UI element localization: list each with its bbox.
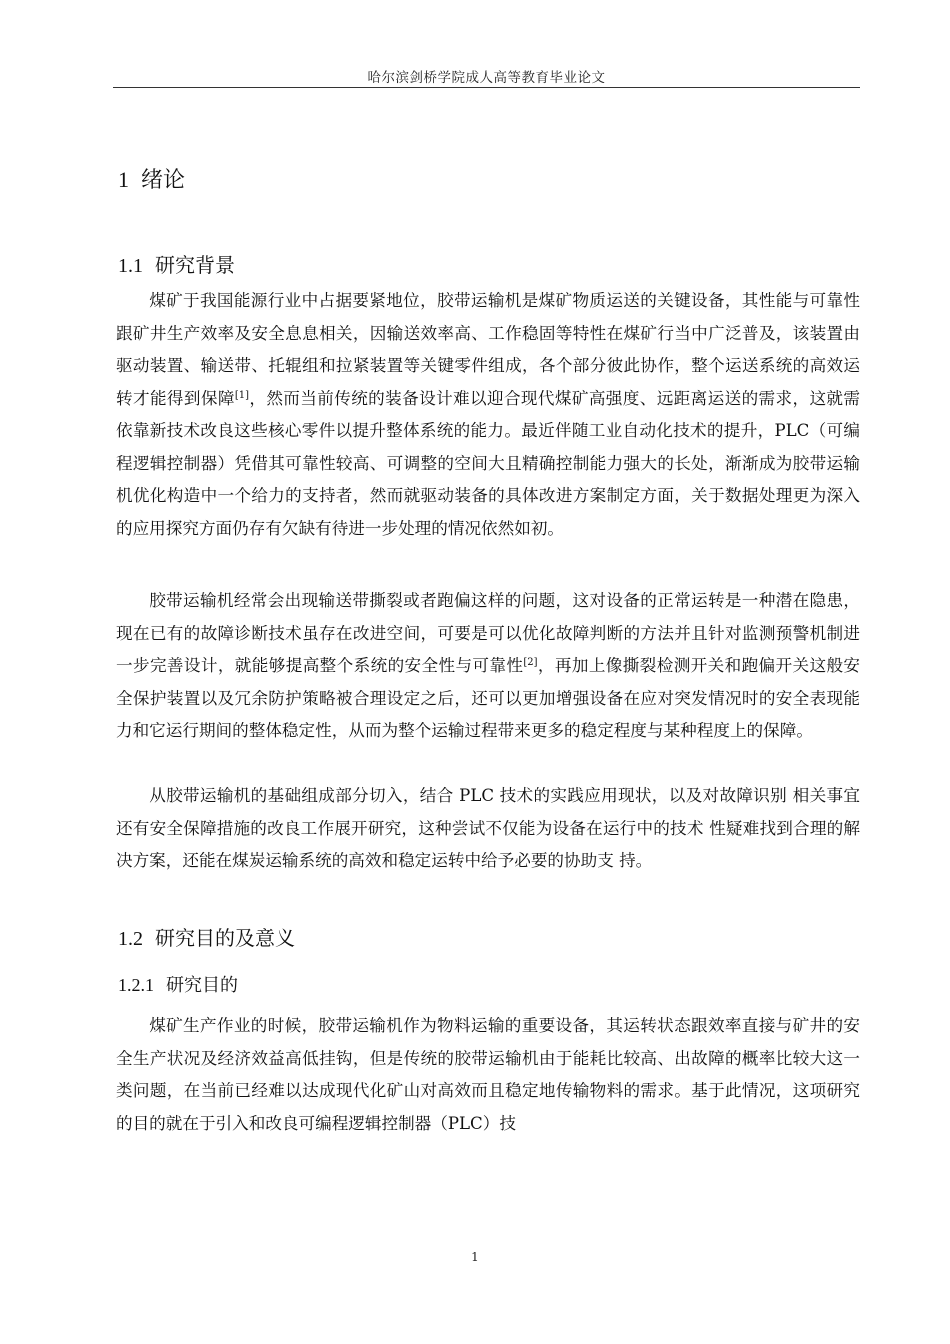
running-header: 哈尔滨剑桥学院成人高等教育毕业论文 bbox=[367, 70, 606, 86]
citation-ref-2: [2] bbox=[523, 657, 538, 668]
paragraph-text: ，再加上像撕裂检测开关和跑偏开关这般安全保护装置以及冗余防护策略被合理设定之后，还可以更加增强设备在应对突发情况时的安全表现能力和它运行期间的整体稳定性，从而为整个运输过程带来更多的稳定程度与某种程度上的保障。 bbox=[116, 656, 861, 740]
paragraph-purpose-1: 煤矿生产作业的时候，胶带运输机作为物料运输的重要设备，其运转状态跟效率直接与矿井的安全生产状况及经济效益高低挂钩，但是传统的胶带运输机由于能耗比较高、出故障的概率比较大这一类问题，在当前已经难以达成现代化矿山对高效而且稳定地传输物料的需求。基于此情况，这项研究的目的就在于引入和改良可编程逻辑控制器（PLC）技 bbox=[116, 1016, 860, 1133]
header-rule bbox=[113, 87, 860, 88]
paragraph-background-1 bbox=[116, 285, 860, 545]
paragraph-text: 胶带运输机经常会出现输送带撕裂或者跑偏这样的问题，这对设备的正常运转是一种潜在隐患，现在已有的故障诊断技术虽存在改进空间，可要是可以优化故障判断的方法并且针对监测预警机制进一步完善设计，就能够提高整个系统的安全性与可靠性 bbox=[116, 591, 860, 675]
chapter-heading bbox=[118, 163, 185, 194]
page-number: 1 bbox=[471, 1250, 479, 1264]
section-title: 研究目的及意义 bbox=[155, 926, 295, 950]
section-number: 1.2 bbox=[118, 928, 143, 950]
section-heading-1-2 bbox=[118, 922, 295, 951]
section-number: 1.1 bbox=[118, 255, 143, 277]
subsection-number: 1.2.1 bbox=[118, 975, 154, 995]
section-title: 研究背景 bbox=[155, 253, 235, 277]
paragraph-text: ，然而当前传统的装备设计难以迎合现代煤矿高强度、远距离运送的需求，这就需依靠新技术改良这些核心零件以提升整体系统的能力。最近伴随工业自动化技术的提升，PLC（可编程逻辑控制器）凭借其可靠性较高、可调整的空间大且精确控制能力强大的长处，渐渐成为胶带运输机优化构造中一个给力的支持者，然而就驱动装备的具体改进方案制定方面，关于数据处理更为深入的应用探究方面仍存有欠缺有待进一步处理的情况依然如初。 bbox=[116, 388, 861, 538]
paragraph-text: 煤矿于我国能源行业中占据要紧地位，胶带运输机是煤矿物质运送的关键设备，其性能与可靠性跟矿井生产效率及安全息息相关，因输送效率高、工作稳固等特性在煤矿行当中广泛普及，该装置由驱动装置、输送带、托辊组和拉紧装置等关键零件组成，各个部分彼此协作，整个运送系统的高效运转才能得到保障 bbox=[116, 291, 860, 408]
paragraph-background-2 bbox=[116, 585, 860, 748]
citation-ref-1: [1] bbox=[234, 389, 249, 401]
chapter-title: 绪论 bbox=[141, 168, 186, 193]
section-heading-1-1 bbox=[118, 249, 235, 278]
subsection-title: 研究目的 bbox=[166, 975, 238, 996]
chapter-number: 1 bbox=[118, 167, 129, 192]
subsection-heading-1-2-1 bbox=[118, 971, 238, 997]
paragraph-background-3: 从胶带运输机的基础组成部分切入，结合 PLC 技术的实践应用现状，以及对故障识别 相关事宜还有安全保障措施的改良工作展开研究，这种尝试不仅能为设备在运行中的技术 性疑难找到合理的解决方案，还能在煤炭运输系统的高效和稳定运转中给予必要的协助支 持。 bbox=[116, 786, 860, 870]
